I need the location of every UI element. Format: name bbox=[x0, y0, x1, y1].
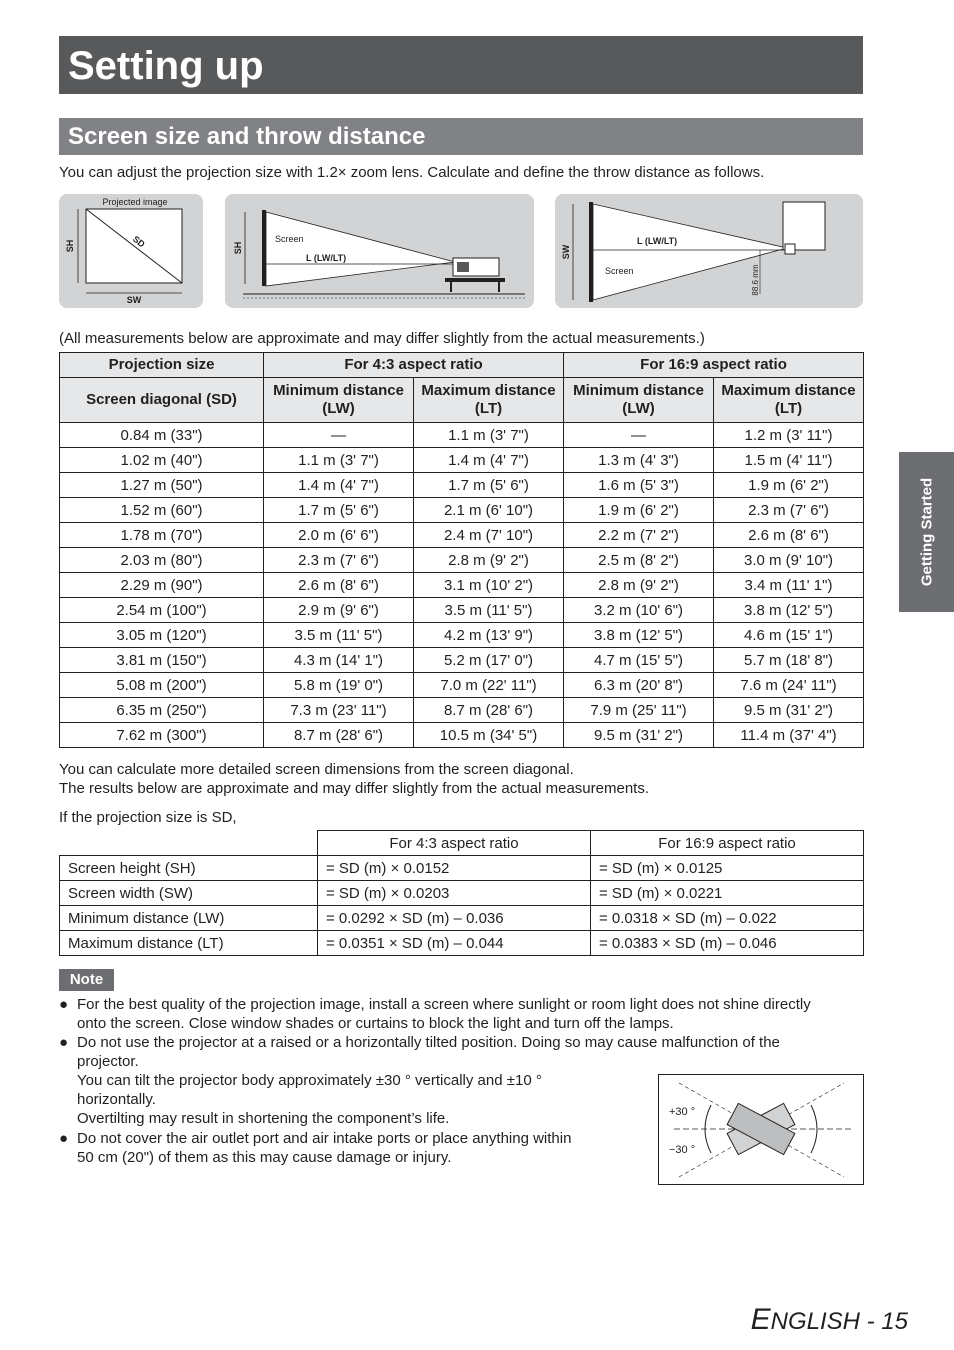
cell-sd: 7.62 m (300") bbox=[60, 723, 264, 748]
table-row bbox=[60, 906, 864, 931]
cell-lt-16-9: 2.3 m (7' 6") bbox=[714, 498, 864, 523]
figure-top-view bbox=[555, 194, 863, 308]
sh-label: SH bbox=[65, 239, 75, 253]
note-bullet-1 bbox=[59, 995, 811, 1033]
cell-lw-4-3: 1.1 m (3' 7") bbox=[264, 448, 414, 473]
calc-text-3: If the projection size is SD, bbox=[59, 809, 237, 826]
cell-lw-4-3: 2.0 m (6' 6") bbox=[264, 523, 414, 548]
note-line: Do not cover the air outlet port and air intake ports or place anything within bbox=[77, 1130, 572, 1147]
cell-label: Screen height (SH) bbox=[60, 856, 318, 881]
note-line: 50 cm (20") of them as this may cause damage or injury. bbox=[77, 1149, 452, 1166]
cell-formula-4-3: = SD (m) × 0.0203 bbox=[318, 881, 591, 906]
title-bar bbox=[59, 36, 863, 94]
cell-label: Screen width (SW) bbox=[60, 881, 318, 906]
header-max-distance-16-9: Maximum distance (LT) bbox=[714, 378, 864, 423]
table-row bbox=[60, 673, 864, 698]
note-label: Note bbox=[59, 969, 114, 991]
cell-lw-4-3: 2.3 m (7' 6") bbox=[264, 548, 414, 573]
cell-sd: 6.35 m (250") bbox=[60, 698, 264, 723]
blank-header-cell bbox=[60, 831, 318, 856]
cell-lw-4-3: 7.3 m (23' 11") bbox=[264, 698, 414, 723]
cell-lw-16-9: 4.7 m (15' 5") bbox=[564, 648, 714, 673]
cell-sd: 2.03 m (80") bbox=[60, 548, 264, 573]
note-line: You can tilt the projector body approximately ±30 ° vertically and ±10 ° bbox=[77, 1072, 542, 1089]
header-max-distance-4-3: Maximum distance (LT) bbox=[414, 378, 564, 423]
cell-lw-16-9: 7.9 m (25' 11") bbox=[564, 698, 714, 723]
cell-formula-4-3: = SD (m) × 0.0152 bbox=[318, 856, 591, 881]
cell-lw-16-9: 1.9 m (6' 2") bbox=[564, 498, 714, 523]
cell-lt-4-3: 3.5 m (11' 5") bbox=[414, 598, 564, 623]
cell-sd: 2.54 m (100") bbox=[60, 598, 264, 623]
table-row bbox=[60, 648, 864, 673]
tilt-figure bbox=[658, 1074, 864, 1185]
projected-image-caption: Projected image bbox=[102, 197, 168, 207]
tilt-up-label: +30 ° bbox=[669, 1106, 696, 1118]
cell-lt-4-3: 7.0 m (22' 11") bbox=[414, 673, 564, 698]
cell-lw-4-3: 2.9 m (9' 6") bbox=[264, 598, 414, 623]
cell-lw-4-3: 1.4 m (4' 7") bbox=[264, 473, 414, 498]
cell-lw-4-3: 4.3 m (14' 1") bbox=[264, 648, 414, 673]
header-min-distance-16-9: Minimum distance (LW) bbox=[564, 378, 714, 423]
top-view-diagram bbox=[555, 194, 863, 308]
cell-lt-16-9: 7.6 m (24' 11") bbox=[714, 673, 864, 698]
cell-sd: 1.78 m (70") bbox=[60, 523, 264, 548]
cell-lt-4-3: 1.7 m (5' 6") bbox=[414, 473, 564, 498]
sw-label: SW bbox=[561, 244, 571, 260]
cell-sd: 3.81 m (150") bbox=[60, 648, 264, 673]
note-line: onto the screen. Close window shades or curtains to block the light and turn off the lamps. bbox=[77, 1015, 674, 1032]
figure-side-view bbox=[225, 194, 534, 308]
calc-text-2: The results below are approximate and may differ slightly from the actual measurements. bbox=[59, 780, 649, 797]
lens-offset-label: 88.6 mm bbox=[751, 264, 760, 296]
figure-projected-image bbox=[59, 194, 203, 308]
table-row bbox=[60, 448, 864, 473]
note-line: Overtilting may result in shortening the component’s life. bbox=[77, 1110, 450, 1127]
table-row bbox=[60, 856, 864, 881]
page-number bbox=[751, 1303, 908, 1337]
cell-lt-16-9: 3.4 m (11' 1") bbox=[714, 573, 864, 598]
note-line: projector. bbox=[77, 1053, 139, 1070]
screen-label: Screen bbox=[275, 234, 304, 244]
header-projection-size: Projection size bbox=[60, 353, 264, 378]
page-number-rest: NGLISH - 15 bbox=[770, 1308, 908, 1335]
approx-note: (All measurements below are approximate and may differ slightly from the actual measurements.) bbox=[59, 330, 705, 347]
calc-text-1: You can calculate more detailed screen dimensions from the screen diagonal. bbox=[59, 761, 574, 778]
bullet-icon: ● bbox=[59, 1130, 69, 1147]
header-4-3: For 4:3 aspect ratio bbox=[264, 353, 564, 378]
table-row bbox=[60, 498, 864, 523]
cell-formula-16-9: = SD (m) × 0.0221 bbox=[591, 881, 864, 906]
cell-lw-4-3: 2.6 m (8' 6") bbox=[264, 573, 414, 598]
table-row bbox=[60, 548, 864, 573]
header-4-3: For 4:3 aspect ratio bbox=[318, 831, 591, 856]
formula-table bbox=[59, 830, 864, 956]
cell-lt-16-9: 1.9 m (6' 2") bbox=[714, 473, 864, 498]
sh-label: SH bbox=[233, 241, 243, 255]
cell-lw-16-9: 9.5 m (31' 2") bbox=[564, 723, 714, 748]
cell-lt-4-3: 2.1 m (6' 10") bbox=[414, 498, 564, 523]
cell-lt-16-9: 1.5 m (4' 11") bbox=[714, 448, 864, 473]
cell-sd: 1.02 m (40") bbox=[60, 448, 264, 473]
cell-label: Minimum distance (LW) bbox=[60, 906, 318, 931]
cell-lw-16-9: 6.3 m (20' 8") bbox=[564, 673, 714, 698]
cell-sd: 0.84 m (33") bbox=[60, 423, 264, 448]
cell-lt-16-9: 2.6 m (8' 6") bbox=[714, 523, 864, 548]
cell-lw-16-9: 1.6 m (5' 3") bbox=[564, 473, 714, 498]
bullet-icon: ● bbox=[59, 996, 69, 1013]
table-row bbox=[60, 931, 864, 956]
page-title: Setting up bbox=[68, 44, 264, 88]
table-row bbox=[60, 573, 864, 598]
cell-lt-4-3: 3.1 m (10' 2") bbox=[414, 573, 564, 598]
cell-lt-4-3: 1.1 m (3' 7") bbox=[414, 423, 564, 448]
cell-sd: 1.27 m (50") bbox=[60, 473, 264, 498]
cell-formula-4-3: = 0.0351 × SD (m) – 0.044 bbox=[318, 931, 591, 956]
cell-sd: 5.08 m (200") bbox=[60, 673, 264, 698]
cell-lt-16-9: 4.6 m (15' 1") bbox=[714, 623, 864, 648]
cell-sd: 3.05 m (120") bbox=[60, 623, 264, 648]
side-view-diagram bbox=[225, 194, 534, 308]
page-number-initial: E bbox=[750, 1303, 771, 1336]
cell-lw-4-3: 1.7 m (5' 6") bbox=[264, 498, 414, 523]
cell-lt-16-9: 3.0 m (9' 10") bbox=[714, 548, 864, 573]
cell-formula-16-9: = 0.0318 × SD (m) – 0.022 bbox=[591, 906, 864, 931]
cell-lw-16-9: 3.8 m (12' 5") bbox=[564, 623, 714, 648]
header-16-9: For 16:9 aspect ratio bbox=[591, 831, 864, 856]
table-row bbox=[60, 881, 864, 906]
cell-lt-16-9: 9.5 m (31' 2") bbox=[714, 698, 864, 723]
cell-lw-16-9: 2.8 m (9' 2") bbox=[564, 573, 714, 598]
table-row bbox=[60, 423, 864, 448]
cell-lt-4-3: 4.2 m (13' 9") bbox=[414, 623, 564, 648]
table-row bbox=[60, 598, 864, 623]
side-tab-label: Getting Started bbox=[918, 477, 935, 587]
cell-lw-16-9: 3.2 m (10' 6") bbox=[564, 598, 714, 623]
note-bullet-3 bbox=[59, 1129, 571, 1167]
cell-lt-16-9: 5.7 m (18' 8") bbox=[714, 648, 864, 673]
intro-text: You can adjust the projection size with 1.2× zoom lens. Calculate and define the throw distance as follows. bbox=[59, 164, 765, 181]
cell-lw-4-3: 5.8 m (19' 0") bbox=[264, 673, 414, 698]
cell-lt-4-3: 5.2 m (17' 0") bbox=[414, 648, 564, 673]
cell-lt-16-9: 1.2 m (3' 11") bbox=[714, 423, 864, 448]
section-title: Screen size and throw distance bbox=[68, 123, 426, 150]
throw-distance-label: L (LW/LT) bbox=[637, 236, 678, 246]
cell-formula-16-9: = 0.0383 × SD (m) – 0.046 bbox=[591, 931, 864, 956]
table-row bbox=[60, 473, 864, 498]
throw-distance-table bbox=[59, 352, 864, 748]
screen-label: Screen bbox=[605, 266, 634, 276]
cell-sd: 1.52 m (60") bbox=[60, 498, 264, 523]
cell-lw-4-3: 8.7 m (28' 6") bbox=[264, 723, 414, 748]
bullet-icon: ● bbox=[59, 1034, 69, 1051]
header-screen-diagonal: Screen diagonal (SD) bbox=[60, 378, 264, 423]
note-line: For the best quality of the projection image, install a screen where sunlight or room light does not shine directly bbox=[77, 996, 811, 1013]
note-line: horizontally. bbox=[77, 1091, 156, 1108]
section-bar bbox=[59, 118, 863, 155]
tilt-down-label: −30 ° bbox=[669, 1144, 696, 1156]
cell-lt-4-3: 2.4 m (7' 10") bbox=[414, 523, 564, 548]
note-line: Do not use the projector at a raised or a horizontally tilted position. Doing so may cause malfunction of the bbox=[77, 1034, 780, 1051]
table-row bbox=[60, 698, 864, 723]
cell-lt-16-9: 11.4 m (37' 4") bbox=[714, 723, 864, 748]
projected-image-diagram bbox=[59, 194, 203, 308]
sw-label: SW bbox=[126, 295, 142, 305]
cell-lt-4-3: 8.7 m (28' 6") bbox=[414, 698, 564, 723]
cell-lw-4-3: — bbox=[264, 423, 414, 448]
cell-formula-4-3: = 0.0292 × SD (m) – 0.036 bbox=[318, 906, 591, 931]
header-16-9: For 16:9 aspect ratio bbox=[564, 353, 864, 378]
header-min-distance-4-3: Minimum distance (LW) bbox=[264, 378, 414, 423]
side-tab bbox=[899, 452, 954, 612]
cell-lt-4-3: 10.5 m (34' 5") bbox=[414, 723, 564, 748]
cell-label: Maximum distance (LT) bbox=[60, 931, 318, 956]
table-row bbox=[60, 723, 864, 748]
cell-lw-16-9: — bbox=[564, 423, 714, 448]
cell-formula-16-9: = SD (m) × 0.0125 bbox=[591, 856, 864, 881]
table-row bbox=[60, 523, 864, 548]
cell-lw-4-3: 3.5 m (11' 5") bbox=[264, 623, 414, 648]
cell-lt-4-3: 2.8 m (9' 2") bbox=[414, 548, 564, 573]
sd-label: SD bbox=[130, 233, 147, 250]
cell-lw-16-9: 1.3 m (4' 3") bbox=[564, 448, 714, 473]
tilt-diagram bbox=[659, 1075, 863, 1184]
cell-sd: 2.29 m (90") bbox=[60, 573, 264, 598]
cell-lt-16-9: 3.8 m (12' 5") bbox=[714, 598, 864, 623]
throw-distance-label: L (LW/LT) bbox=[306, 253, 347, 263]
cell-lw-16-9: 2.5 m (8' 2") bbox=[564, 548, 714, 573]
table-row bbox=[60, 623, 864, 648]
cell-lw-16-9: 2.2 m (7' 2") bbox=[564, 523, 714, 548]
cell-lt-4-3: 1.4 m (4' 7") bbox=[414, 448, 564, 473]
